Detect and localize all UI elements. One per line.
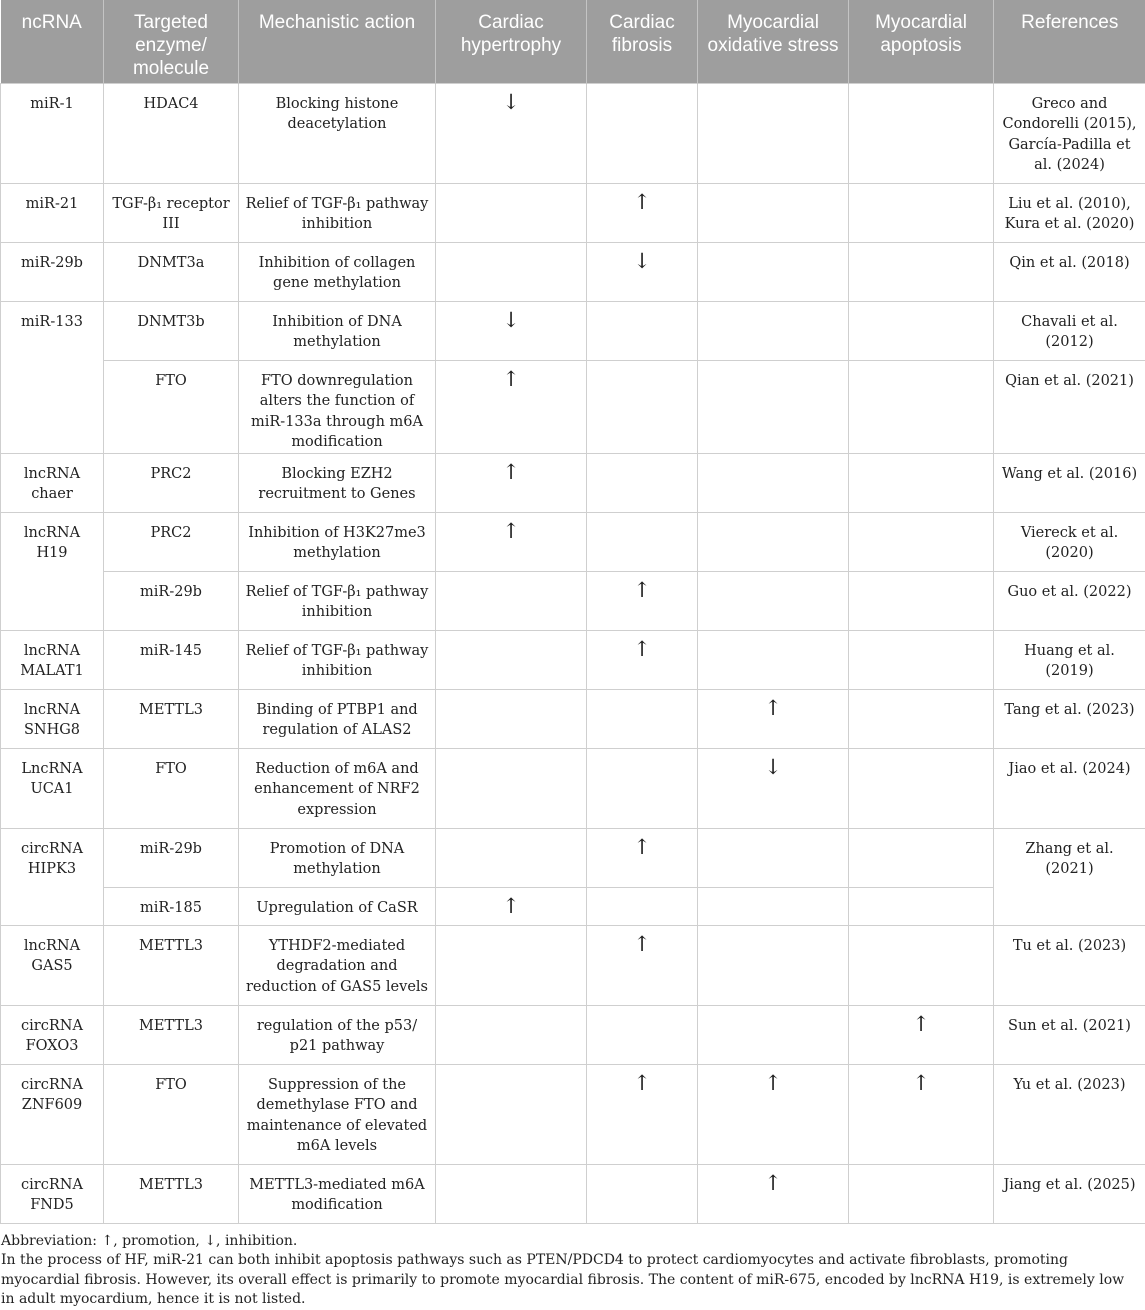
fibrosis-cell [587,453,698,512]
table-body [1,83,1145,1223]
oxidative-stress-cell [698,1005,849,1064]
reference-cell: Viereck et al. (2020) [994,512,1145,571]
table-row [1,301,1145,360]
apoptosis-cell [849,1164,994,1223]
fibrosis-cell [587,360,698,453]
target-cell: TGF-β₁ receptor III [104,183,239,242]
reference-cell: Liu et al. (2010), Kura et al. (2020) [994,183,1145,242]
oxidative-stress-cell [698,83,849,183]
target-cell: miR-29b [104,571,239,630]
header-fibrosis: Cardiac fibrosis [587,0,698,83]
action-cell: Blocking histone deacetylation [239,83,436,183]
table-row [1,748,1145,828]
table-row [1,1164,1145,1223]
action-cell: Inhibition of H3K27me3 methylation [239,512,436,571]
table-row [1,183,1145,242]
header-apoptosis: Myocardial apoptosis [849,0,994,83]
fibrosis-cell: ↑ [587,1064,698,1164]
oxidative-stress-cell [698,512,849,571]
target-cell: HDAC4 [104,83,239,183]
fibrosis-cell: ↓ [587,242,698,301]
table-header [1,0,1145,83]
hypertrophy-cell [436,748,587,828]
apoptosis-cell [849,748,994,828]
table-row [1,453,1145,512]
ncrna-cell: circRNA FOXO3 [1,1005,104,1064]
table-row [1,828,1145,887]
hypertrophy-cell: ↑ [436,887,587,925]
ncrna-cell: miR-1 [1,83,104,183]
target-cell: METTL3 [104,1005,239,1064]
target-cell: DNMT3a [104,242,239,301]
ncrna-cell: lncRNA MALAT1 [1,630,104,689]
apoptosis-cell [849,83,994,183]
header-references: References [994,0,1145,83]
fibrosis-cell: ↑ [587,183,698,242]
ncrna-cell: lncRNA SNHG8 [1,689,104,748]
fibrosis-cell: ↑ [587,828,698,887]
reference-cell: Wang et al. (2016) [994,453,1145,512]
table-row [1,630,1145,689]
reference-cell: Jiang et al. (2025) [994,1164,1145,1223]
table-row [1,360,1145,453]
hypertrophy-cell: ↓ [436,301,587,360]
hypertrophy-cell [436,571,587,630]
oxidative-stress-cell [698,301,849,360]
target-cell: miR-145 [104,630,239,689]
header-row [1,0,1145,83]
oxidative-stress-cell [698,887,849,925]
table-row [1,83,1145,183]
reference-cell: Yu et al. (2023) [994,1064,1145,1164]
ncrna-cell: lncRNA H19 [1,512,104,630]
table-row [1,1064,1145,1164]
header-target: Targeted enzyme/ molecule [104,0,239,83]
apoptosis-cell: ↑ [849,1005,994,1064]
ncrna-cell: miR-29b [1,242,104,301]
table-row [1,1005,1145,1064]
ncrna-cell: circRNA FND5 [1,1164,104,1223]
action-cell: Suppression of the demethylase FTO and maintenance of elevated m6A levels [239,1064,436,1164]
reference-cell: Jiao et al. (2024) [994,748,1145,828]
reference-cell: Greco and Condorelli (2015), García-Padilla et al. (2024) [994,83,1145,183]
apoptosis-cell [849,301,994,360]
table-row [1,887,1145,925]
oxidative-stress-cell: ↓ [698,748,849,828]
header-ncrna: ncRNA [1,0,104,83]
ncrna-cell: circRNA ZNF609 [1,1064,104,1164]
reference-cell: Qin et al. (2018) [994,242,1145,301]
hypertrophy-cell [436,183,587,242]
action-cell: YTHDF2-mediated degradation and reduction of GAS5 levels [239,925,436,1005]
fibrosis-cell [587,83,698,183]
ncrna-cell: miR-21 [1,183,104,242]
oxidative-stress-cell [698,925,849,1005]
reference-cell: Huang et al. (2019) [994,630,1145,689]
hypertrophy-cell [436,242,587,301]
oxidative-stress-cell: ↑ [698,1164,849,1223]
ncrna-cell: miR-133 [1,301,104,453]
apoptosis-cell [849,360,994,453]
fibrosis-cell [587,512,698,571]
oxidative-stress-cell: ↑ [698,689,849,748]
apoptosis-cell [849,887,994,925]
action-cell: Inhibition of DNA methylation [239,301,436,360]
action-cell: Relief of TGF-β₁ pathway inhibition [239,183,436,242]
hypertrophy-cell [436,689,587,748]
action-cell: Relief of TGF-β₁ pathway inhibition [239,630,436,689]
ncrna-cell: lncRNA chaer [1,453,104,512]
hypertrophy-cell [436,1005,587,1064]
note-footnote: In the process of HF, miR-21 can both inhibit apoptosis pathways such as PTEN/PDCD4 to protect cardiomyocytes and activate fibroblasts, promoting myocardial fibrosis. However, its overall effect is primarily to promote myocardial fibrosis. The content of miR-675, encoded by lncRNA H19, is extremely low in adult myocardium, hence it is not listed. [1,1251,1141,1310]
ncrna-cell: circRNA HIPK3 [1,828,104,925]
action-cell: regulation of the p53/ p21 pathway [239,1005,436,1064]
header-action: Mechanistic action [239,0,436,83]
action-cell: Relief of TGF-β₁ pathway inhibition [239,571,436,630]
table-row [1,925,1145,1005]
action-cell: Reduction of m6A and enhancement of NRF2 expression [239,748,436,828]
apoptosis-cell [849,828,994,887]
apoptosis-cell [849,512,994,571]
apoptosis-cell [849,925,994,1005]
apoptosis-cell [849,242,994,301]
hypertrophy-cell [436,828,587,887]
reference-cell: Sun et al. (2021) [994,1005,1145,1064]
reference-cell: Zhang et al. (2021) [994,828,1145,925]
oxidative-stress-cell [698,360,849,453]
action-cell: Upregulation of CaSR [239,887,436,925]
oxidative-stress-cell [698,453,849,512]
oxidative-stress-cell [698,630,849,689]
target-cell: miR-29b [104,828,239,887]
apoptosis-cell [849,183,994,242]
target-cell: PRC2 [104,453,239,512]
reference-cell: Qian et al. (2021) [994,360,1145,453]
target-cell: FTO [104,748,239,828]
fibrosis-cell: ↑ [587,925,698,1005]
header-hypertrophy: Cardiac hypertrophy [436,0,587,83]
action-cell: Binding of PTBP1 and regulation of ALAS2 [239,689,436,748]
table-row [1,571,1145,630]
fibrosis-cell [587,1005,698,1064]
hypertrophy-cell [436,925,587,1005]
reference-cell: Tang et al. (2023) [994,689,1145,748]
header-oxidative-stress: Myocardial oxidative stress [698,0,849,83]
action-cell: FTO downregulation alters the function of miR-133a through m6A modification [239,360,436,453]
hypertrophy-cell: ↑ [436,453,587,512]
hypertrophy-cell: ↓ [436,83,587,183]
oxidative-stress-cell [698,242,849,301]
target-cell: METTL3 [104,1164,239,1223]
hypertrophy-cell: ↑ [436,360,587,453]
oxidative-stress-cell: ↑ [698,1064,849,1164]
apoptosis-cell [849,630,994,689]
fibrosis-cell [587,887,698,925]
abbreviation-footnote: Abbreviation: ↑, promotion, ↓, inhibition. [1,1232,1141,1252]
ncrna-cell: LncRNA UCA1 [1,748,104,828]
apoptosis-cell [849,571,994,630]
ncrna-cell: lncRNA GAS5 [1,925,104,1005]
table-row [1,512,1145,571]
target-cell: METTL3 [104,925,239,1005]
table-row [1,242,1145,301]
target-cell: FTO [104,360,239,453]
apoptosis-cell [849,689,994,748]
apoptosis-cell [849,453,994,512]
hypertrophy-cell [436,630,587,689]
hypertrophy-cell: ↑ [436,512,587,571]
fibrosis-cell [587,748,698,828]
action-cell: Promotion of DNA methylation [239,828,436,887]
fibrosis-cell: ↑ [587,571,698,630]
action-cell: Inhibition of collagen gene methylation [239,242,436,301]
apoptosis-cell: ↑ [849,1064,994,1164]
target-cell: miR-185 [104,887,239,925]
table-row [1,689,1145,748]
fibrosis-cell [587,689,698,748]
target-cell: PRC2 [104,512,239,571]
oxidative-stress-cell [698,183,849,242]
fibrosis-cell [587,301,698,360]
oxidative-stress-cell [698,571,849,630]
target-cell: METTL3 [104,689,239,748]
reference-cell: Guo et al. (2022) [994,571,1145,630]
fibrosis-cell: ↑ [587,630,698,689]
fibrosis-cell [587,1164,698,1223]
target-cell: FTO [104,1064,239,1164]
reference-cell: Chavali et al. (2012) [994,301,1145,360]
target-cell: DNMT3b [104,301,239,360]
hypertrophy-cell [436,1164,587,1223]
reference-cell: Tu et al. (2023) [994,925,1145,1005]
oxidative-stress-cell [698,828,849,887]
action-cell: Blocking EZH2 recruitment to Genes [239,453,436,512]
action-cell: METTL3-mediated m6A modification [239,1164,436,1223]
hypertrophy-cell [436,1064,587,1164]
